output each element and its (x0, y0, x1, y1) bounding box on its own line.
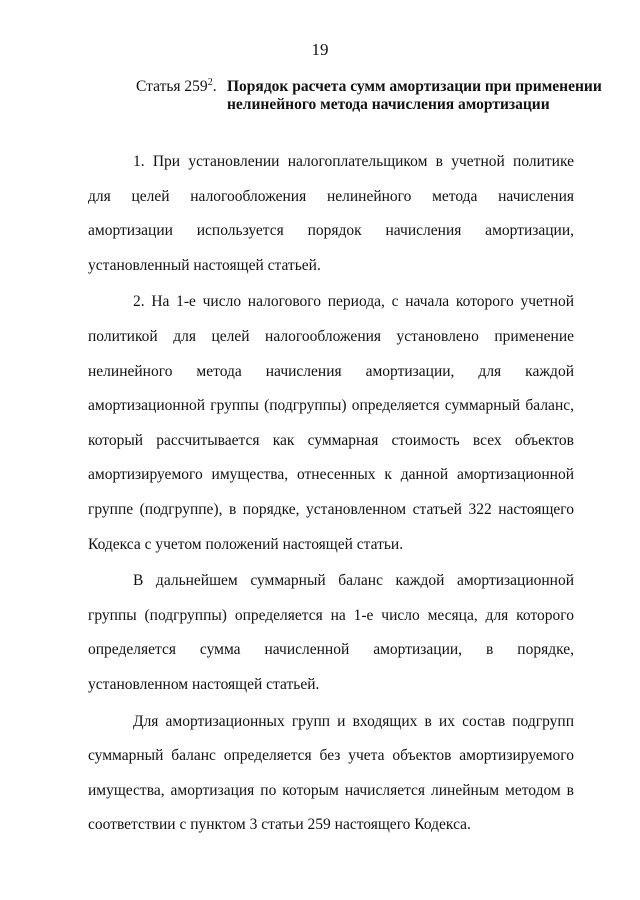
article-body (88, 145, 574, 843)
paragraph-1: 1. При установлении налогоплательщиком в учетной политике для целей налогообложения нелинейного метода начисления амортизации используется порядок начисления амортизации, установленный настоящей статьей. (88, 153, 574, 274)
article-heading (136, 78, 606, 114)
article-superscript: 2 (207, 76, 213, 88)
article-label (136, 78, 217, 96)
paragraph-2: 2. На 1-е число налогового периода, с начала которого учетной политикой для целей налогообложения установлено применение нелинейного метода начисления амортизации, для каждой амортизационной группы (подгруппы) определяется суммарный баланс, который рассчитывается как суммарная стоимость всех объектов амортизируемого имущества, отнесенных к данной амортизационной группе (подгруппе), в порядке, установленном статьей 322 настоящего Кодекса с учетом положений настоящей статьи. (88, 293, 574, 553)
article-title: Порядок расчета сумм амортизации при применении нелинейного метода начисления амортизации (227, 78, 602, 113)
paragraph-3: В дальнейшем суммарный баланс каждой амортизационной группы (подгруппы) определяется на 1-е число месяца, для которого определяется сумма начисленной амортизации, в порядке, установленном настоящей статьей. (88, 572, 574, 693)
page-number: 19 (311, 40, 329, 59)
article-label-suffix: . (212, 78, 217, 95)
paragraph-4: Для амортизационных групп и входящих в их состав подгрупп суммарный баланс определяется без учета объектов амортизируемого имущества, амортизация по которым начисляется линейным методом в соответствии с пунктом 3 статьи 259 настоящего Кодекса. (88, 712, 574, 834)
article-label-text: Статья 259 (136, 78, 208, 95)
